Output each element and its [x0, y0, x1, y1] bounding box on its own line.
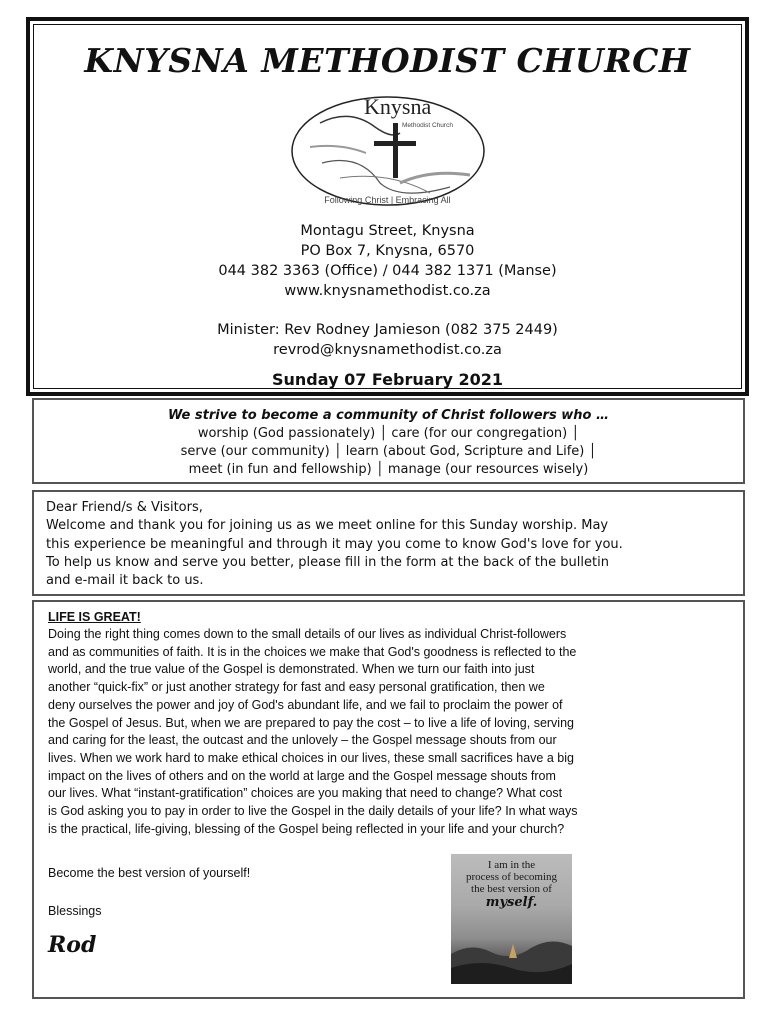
mission-lead: We strive to become a community of Christ followers who … [168, 408, 609, 423]
signature: Rod [48, 932, 97, 958]
welcome-greeting: Dear Friend/s & Visitors, [46, 500, 203, 515]
mission-line: worship (God passionately) │ care (for our congregation) │ [197, 426, 580, 441]
welcome-line: To help us know and serve you better, please fill in the form at the back of the bulletin [46, 554, 609, 570]
article-line: is God asking you to pay in order to live the Gospel in the daily details of your life? In what ways [48, 804, 578, 819]
article-line: the Gospel of Jesus. But, when we are prepared to pay the cost – to live a life of loving, serving [48, 715, 574, 730]
logo-wordmark: Knysna [364, 94, 432, 119]
blessing-line: Blessings [48, 904, 102, 918]
quote-image-text [451, 859, 572, 895]
church-name: KNYSNA METHODIST CHURCH [84, 41, 691, 80]
welcome-line: this experience be meaningful and through it may you come to know God's love for you. [46, 536, 623, 552]
landscape-icon [451, 924, 572, 984]
address-line: Montagu Street, Knysna [300, 223, 475, 239]
contact-spacer [34, 301, 741, 320]
minister-line: Minister: Rev Rodney Jamieson (082 375 2449) [217, 322, 558, 338]
tagline: Following Christ | Embracing All [324, 195, 451, 205]
article-title: LIFE IS GREAT! [48, 610, 141, 624]
service-date: Sunday 07 February 2021 [272, 370, 503, 389]
po-box-line: PO Box 7, Knysna, 6570 [300, 243, 475, 259]
mission-line: meet (in fun and fellowship) │ manage (our resources wisely) [188, 462, 589, 477]
quote-image [451, 854, 572, 984]
contact-block [34, 221, 741, 360]
article-line: deny ourselves the power and joy of God's abundant life, and we fail to proclaim the power of [48, 697, 563, 712]
quote-line: the best version of [471, 883, 552, 895]
header-inner-frame [33, 24, 742, 389]
welcome-box [32, 490, 745, 596]
closing-line: Become the best version of yourself! [48, 866, 251, 880]
phone-line: 044 382 3363 (Office) / 044 382 1371 (Manse) [218, 263, 557, 279]
article-body [48, 626, 729, 838]
church-cross-logo-icon [280, 83, 500, 213]
mission-box [32, 398, 745, 484]
mission-line: serve (our community) │ learn (about God, Scripture and Life) │ [180, 444, 597, 459]
website-link[interactable]: www.knysnamethodist.co.za [284, 283, 491, 299]
logo-subtitle: Methodist Church [402, 122, 453, 129]
email-link[interactable]: revrod@knysnamethodist.co.za [273, 342, 502, 358]
article-line: and as communities of faith. It is in the choices we make that God's goodness is reflected to the [48, 644, 577, 659]
article-box [32, 600, 745, 999]
article-line: impact on the lives of others and on the world at large and the Gospel message shouts from [48, 768, 556, 783]
quote-line: process of becoming [465, 871, 558, 883]
article-line: Doing the right thing comes down to the small details of our lives as individual Christ-followers [48, 627, 567, 641]
article-line: lives. When we work hard to make ethical choices in our lives, these small sacrifices have a big [48, 750, 574, 765]
article-line: is the practical, life-giving, blessing of the Gospel being reflected in your life and your church? [48, 821, 565, 836]
article-line: world, and the true value of the Gospel is demonstrated. When we turn our faith into just [48, 662, 535, 677]
quote-image-word: myself. [485, 895, 538, 910]
welcome-line: and e-mail it back to us. [46, 573, 204, 589]
header-box [26, 17, 749, 396]
welcome-line: Welcome and thank you for joining us as we meet online for this Sunday worship. May [46, 518, 609, 534]
article-line: our lives. What “instant-gratification” choices are you making that need to change? What cost [48, 786, 563, 801]
quote-line: I am in the [487, 859, 536, 871]
article-line: and caring for the least, the outcast and the unlovely – the Gospel message shouts from our [48, 733, 557, 748]
article-line: another “quick-fix” or just another strategy for fast and easy personal gratification, then we [48, 680, 545, 695]
